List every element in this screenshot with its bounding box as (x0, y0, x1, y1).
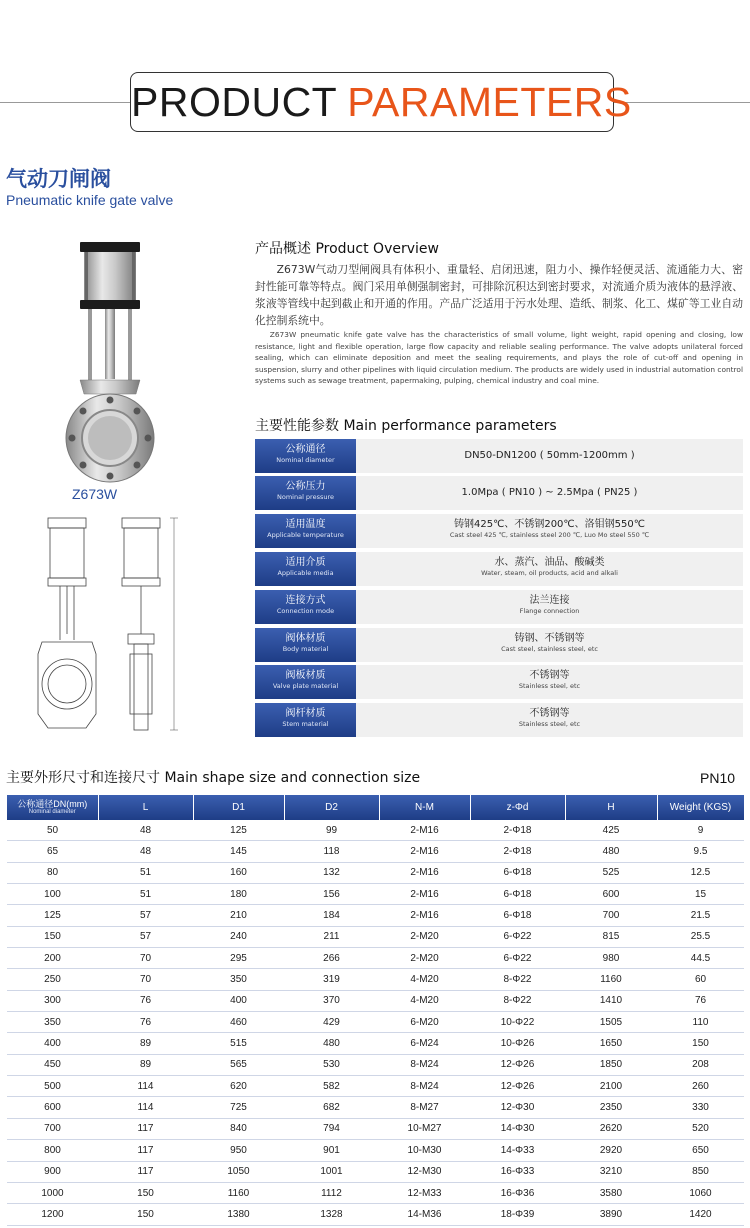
cell-l: 114 (98, 1097, 193, 1118)
cell-weight: 208 (657, 1054, 744, 1075)
cell-h: 480 (565, 841, 657, 862)
label-en: Body material (282, 645, 329, 653)
cell-d2: 319 (284, 969, 379, 990)
performance-value (356, 439, 743, 473)
label-cn: 连接方式 (285, 595, 326, 606)
cell-n-m: 2-M16 (379, 841, 470, 862)
table-row (7, 948, 744, 969)
performance-row (255, 590, 743, 624)
cell-l: 89 (98, 1033, 193, 1054)
label-en: Connection mode (276, 607, 335, 615)
column-header-z-d: z-Φd (470, 795, 565, 820)
column-header-h: H (565, 795, 657, 820)
table-row (7, 926, 744, 947)
cell-dn: 450 (7, 1054, 98, 1075)
table-row (7, 905, 744, 926)
cell-dn: 600 (7, 1097, 98, 1118)
banner-word-product: PRODUCT (131, 79, 338, 125)
cell-d1: 840 (193, 1118, 284, 1139)
cell-l: 117 (98, 1118, 193, 1139)
cell-z-d: 6-Φ18 (470, 884, 565, 905)
cell-d1: 295 (193, 948, 284, 969)
cell-dn: 900 (7, 1161, 98, 1182)
value-en: Flange connection (519, 607, 580, 615)
table-row (7, 1012, 744, 1033)
cell-weight: 1420 (657, 1204, 744, 1225)
cell-z-d: 14-Φ33 (470, 1140, 565, 1161)
cell-h: 3890 (565, 1204, 657, 1225)
overview-text-cn: Z673W气动刀型闸阀具有体积小、重量轻、启闭迅速，阻力小、操作轻便灵活、流通能力大、密封性能可靠等特点。阀门采用单侧强制密封，可排除沉积达到密封要求，对流通介质为液体的悬浮液、浆液等管线中起到截止和开通的作用。产品广泛适用于污水处理、造纸、制浆、化工、煤矿等工业自动化控制系统中。 (255, 263, 743, 327)
cell-h: 600 (565, 884, 657, 905)
cell-dn: 80 (7, 862, 98, 883)
cell-l: 76 (98, 1012, 193, 1033)
cell-d1: 160 (193, 862, 284, 883)
cell-d2: 211 (284, 926, 379, 947)
cell-weight: 60 (657, 969, 744, 990)
label-en: Nominal diameter (276, 456, 335, 464)
label-en: Stem material (282, 720, 329, 728)
cell-dn: 500 (7, 1076, 98, 1097)
cell-z-d: 2-Φ18 (470, 820, 565, 841)
label-cn: 阀板材质 (285, 670, 326, 681)
cell-d1: 565 (193, 1054, 284, 1075)
valve-photo-illustration (50, 238, 170, 484)
column-header-d2: D2 (284, 795, 379, 820)
label-en: Applicable media (277, 569, 334, 577)
dimensions-heading: 主要外形尺寸和连接尺寸 Main shape size and connection size (6, 770, 421, 786)
cell-dn: 200 (7, 948, 98, 969)
cell-d2: 480 (284, 1033, 379, 1054)
header-dn-cn: 公称通径DN(mm) (17, 799, 88, 809)
cell-z-d: 12-Φ30 (470, 1097, 565, 1118)
cell-dn: 65 (7, 841, 98, 862)
product-model-label: Z673W (72, 486, 118, 502)
cell-z-d: 6-Φ18 (470, 905, 565, 926)
banner-line-right (614, 102, 750, 103)
cell-dn: 700 (7, 1118, 98, 1139)
cell-z-d: 6-Φ18 (470, 862, 565, 883)
table-row (7, 1076, 744, 1097)
performance-heading: 主要性能参数 Main performance parameters (255, 418, 557, 434)
performance-label (255, 590, 356, 624)
table-header-row (7, 795, 744, 820)
cell-l: 57 (98, 905, 193, 926)
cell-weight: 110 (657, 1012, 744, 1033)
table-row (7, 1097, 744, 1118)
cell-h: 3210 (565, 1161, 657, 1182)
column-header-dn (7, 795, 98, 820)
cell-l: 114 (98, 1076, 193, 1097)
cell-d1: 125 (193, 820, 284, 841)
cell-d2: 184 (284, 905, 379, 926)
overview-text-en: Z673W pneumatic knife gate valve has the characteristics of small volume, light weight, rapid opening and closing, low resistance, light and flexible operation, large flow capacity and reliable sealing performance. The valve adopts unilateral forced sealing, which can eliminate deposition and meet the sealing requirements, and plays the role of cut-off and opening in suspension, slurry and other pipelines with liquid circulation medium. The products are widely used in industrial automation control systems such as sewage treatment, papermaking, pulping, chemical industry and coal mine. (255, 330, 743, 386)
cell-d1: 725 (193, 1097, 284, 1118)
performance-row (255, 665, 743, 699)
performance-value (356, 476, 743, 510)
cell-dn: 350 (7, 1012, 98, 1033)
cell-weight: 260 (657, 1076, 744, 1097)
cell-z-d: 6-Φ22 (470, 948, 565, 969)
cell-n-m: 2-M16 (379, 905, 470, 926)
cell-z-d: 12-Φ26 (470, 1054, 565, 1075)
cell-d1: 950 (193, 1140, 284, 1161)
table-row (7, 1140, 744, 1161)
cell-l: 117 (98, 1161, 193, 1182)
performance-label (255, 514, 356, 548)
table-row (7, 841, 744, 862)
cell-weight: 520 (657, 1118, 744, 1139)
cell-d2: 1001 (284, 1161, 379, 1182)
cell-h: 2920 (565, 1140, 657, 1161)
cell-n-m: 12-M33 (379, 1182, 470, 1203)
value-cn: 不锈钢等 (529, 670, 570, 681)
cell-d2: 132 (284, 862, 379, 883)
value-cn: 1.0Mpa ( PN10 ) ~ 2.5Mpa ( PN25 ) (461, 487, 638, 498)
cell-h: 700 (565, 905, 657, 926)
cell-h: 2350 (565, 1097, 657, 1118)
cell-l: 89 (98, 1054, 193, 1075)
cell-l: 150 (98, 1182, 193, 1203)
cell-h: 1410 (565, 990, 657, 1011)
value-en: Stainless steel, etc (518, 720, 581, 728)
performance-value (356, 703, 743, 737)
cell-l: 51 (98, 884, 193, 905)
performance-value (356, 590, 743, 624)
performance-label (255, 552, 356, 586)
cell-d2: 156 (284, 884, 379, 905)
cell-z-d: 14-Φ30 (470, 1118, 565, 1139)
cell-weight: 76 (657, 990, 744, 1011)
cell-dn: 100 (7, 884, 98, 905)
cell-d2: 794 (284, 1118, 379, 1139)
table-row (7, 862, 744, 883)
cell-h: 1650 (565, 1033, 657, 1054)
column-header-n-m: N-M (379, 795, 470, 820)
performance-value (356, 514, 743, 548)
cell-d2: 901 (284, 1140, 379, 1161)
cell-h: 2100 (565, 1076, 657, 1097)
value-cn: 法兰连接 (529, 595, 570, 606)
performance-label (255, 476, 356, 510)
banner-word-parameters: PARAMETERS (347, 79, 632, 125)
cell-n-m: 4-M20 (379, 990, 470, 1011)
cell-l: 150 (98, 1204, 193, 1225)
performance-label (255, 628, 356, 662)
cell-h: 2620 (565, 1118, 657, 1139)
cell-n-m: 4-M20 (379, 969, 470, 990)
product-title-cn: 气动刀闸阀 (6, 167, 111, 191)
column-header-l: L (98, 795, 193, 820)
cell-z-d: 12-Φ26 (470, 1076, 565, 1097)
cell-l: 70 (98, 969, 193, 990)
cell-z-d: 10-Φ22 (470, 1012, 565, 1033)
cell-l: 57 (98, 926, 193, 947)
cell-weight: 12.5 (657, 862, 744, 883)
label-cn: 公称通径 (285, 444, 326, 455)
value-en: Cast steel, stainless steel, etc (501, 645, 598, 653)
cell-l: 76 (98, 990, 193, 1011)
value-cn: 不锈钢等 (529, 708, 570, 719)
pressure-class-label: PN10 (700, 770, 736, 786)
cell-d2: 99 (284, 820, 379, 841)
cell-dn: 50 (7, 820, 98, 841)
label-cn: 公称压力 (285, 481, 326, 492)
cell-l: 51 (98, 862, 193, 883)
header-dn-en: Nominal diameter (28, 809, 76, 815)
performance-row (255, 514, 743, 548)
cell-d1: 180 (193, 884, 284, 905)
cell-d2: 370 (284, 990, 379, 1011)
cell-l: 117 (98, 1140, 193, 1161)
cell-n-m: 8-M24 (379, 1054, 470, 1075)
cell-n-m: 8-M24 (379, 1076, 470, 1097)
table-row (7, 1118, 744, 1139)
performance-row (255, 552, 743, 586)
cell-weight: 1060 (657, 1182, 744, 1203)
cell-d2: 1112 (284, 1182, 379, 1203)
performance-label (255, 439, 356, 473)
cell-weight: 44.5 (657, 948, 744, 969)
label-cn: 适用介质 (285, 557, 326, 568)
cell-n-m: 10-M30 (379, 1140, 470, 1161)
value-cn: 铸钢425℃、不锈钢200℃、洛钼钢550℃ (454, 519, 645, 530)
table-row (7, 1054, 744, 1075)
cell-z-d: 6-Φ22 (470, 926, 565, 947)
label-cn: 阀体材质 (285, 633, 326, 644)
table-row (7, 1161, 744, 1182)
cell-h: 1850 (565, 1054, 657, 1075)
cell-l: 48 (98, 820, 193, 841)
value-cn: 水、蒸汽、油品、酸碱类 (494, 557, 605, 568)
cell-n-m: 8-M27 (379, 1097, 470, 1118)
section-banner (130, 72, 632, 132)
label-en: Nominal pressure (276, 493, 335, 501)
cell-n-m: 2-M16 (379, 862, 470, 883)
cell-d1: 515 (193, 1033, 284, 1054)
cell-d1: 240 (193, 926, 284, 947)
table-row (7, 969, 744, 990)
cell-z-d: 16-Φ36 (470, 1182, 565, 1203)
cell-h: 815 (565, 926, 657, 947)
cell-l: 48 (98, 841, 193, 862)
performance-value (356, 628, 743, 662)
performance-row (255, 703, 743, 737)
cell-weight: 850 (657, 1161, 744, 1182)
cell-d2: 266 (284, 948, 379, 969)
column-header-weight: Weight (KGS) (657, 795, 744, 820)
dimensions-table (7, 795, 745, 1226)
table-row (7, 1033, 744, 1054)
performance-value (356, 552, 743, 586)
cell-dn: 150 (7, 926, 98, 947)
label-cn: 阀杆材质 (285, 708, 326, 719)
performance-value (356, 665, 743, 699)
cell-n-m: 2-M20 (379, 948, 470, 969)
cell-d2: 1328 (284, 1204, 379, 1225)
table-row (7, 1182, 744, 1203)
cell-h: 1505 (565, 1012, 657, 1033)
cell-z-d: 10-Φ26 (470, 1033, 565, 1054)
cell-z-d: 8-Φ22 (470, 990, 565, 1011)
cell-n-m: 2-M20 (379, 926, 470, 947)
cell-weight: 15 (657, 884, 744, 905)
label-cn: 适用温度 (285, 519, 326, 530)
cell-z-d: 8-Φ22 (470, 969, 565, 990)
cell-weight: 9 (657, 820, 744, 841)
value-en: Cast steel 425 ℃, stainless steel 200 ℃, Luo Mo steel 550 ℃ (449, 531, 650, 539)
value-cn: DN50-DN1200 ( 50mm-1200mm ) (464, 450, 635, 461)
overview-heading: 产品概述 Product Overview (255, 241, 439, 257)
cell-d1: 400 (193, 990, 284, 1011)
cell-n-m: 10-M27 (379, 1118, 470, 1139)
cell-z-d: 16-Φ33 (470, 1161, 565, 1182)
cell-n-m: 6-M24 (379, 1033, 470, 1054)
cell-d2: 118 (284, 841, 379, 862)
cell-weight: 650 (657, 1140, 744, 1161)
cell-dn: 1200 (7, 1204, 98, 1225)
cell-h: 425 (565, 820, 657, 841)
cell-weight: 9.5 (657, 841, 744, 862)
cell-weight: 150 (657, 1033, 744, 1054)
cell-dn: 400 (7, 1033, 98, 1054)
column-header-d1: D1 (193, 795, 284, 820)
cell-weight: 330 (657, 1097, 744, 1118)
product-title-en: Pneumatic knife gate valve (6, 192, 174, 208)
cell-weight: 21.5 (657, 905, 744, 926)
cell-n-m: 2-M16 (379, 820, 470, 841)
performance-row (255, 439, 743, 473)
cell-dn: 250 (7, 969, 98, 990)
dimensions-table-body (7, 820, 744, 1225)
value-en: Water, steam, oil products, acid and alkali (481, 569, 618, 577)
valve-technical-drawing (36, 514, 188, 740)
cell-d2: 429 (284, 1012, 379, 1033)
value-cn: 铸钢、不锈钢等 (514, 633, 585, 644)
cell-d1: 460 (193, 1012, 284, 1033)
performance-row (255, 476, 743, 510)
cell-z-d: 2-Φ18 (470, 841, 565, 862)
performance-table (255, 439, 743, 739)
label-en: Applicable temperature (267, 531, 344, 539)
value-en: Stainless steel, etc (518, 682, 581, 690)
cell-d1: 210 (193, 905, 284, 926)
cell-n-m: 12-M30 (379, 1161, 470, 1182)
cell-d1: 1160 (193, 1182, 284, 1203)
cell-dn: 300 (7, 990, 98, 1011)
cell-d1: 620 (193, 1076, 284, 1097)
cell-d1: 1050 (193, 1161, 284, 1182)
cell-dn: 800 (7, 1140, 98, 1161)
cell-d2: 530 (284, 1054, 379, 1075)
table-row (7, 884, 744, 905)
cell-dn: 125 (7, 905, 98, 926)
cell-l: 70 (98, 948, 193, 969)
performance-label (255, 665, 356, 699)
cell-n-m: 2-M16 (379, 884, 470, 905)
cell-d2: 682 (284, 1097, 379, 1118)
table-row (7, 820, 744, 841)
cell-d1: 350 (193, 969, 284, 990)
cell-z-d: 18-Φ39 (470, 1204, 565, 1225)
cell-n-m: 14-M36 (379, 1204, 470, 1225)
cell-dn: 1000 (7, 1182, 98, 1203)
performance-row (255, 628, 743, 662)
cell-d2: 582 (284, 1076, 379, 1097)
table-row (7, 990, 744, 1011)
cell-h: 980 (565, 948, 657, 969)
table-row (7, 1204, 744, 1225)
cell-h: 525 (565, 862, 657, 883)
cell-d1: 145 (193, 841, 284, 862)
banner-line-left (0, 102, 130, 103)
cell-weight: 25.5 (657, 926, 744, 947)
label-en: Valve plate material (272, 682, 339, 690)
cell-h: 3580 (565, 1182, 657, 1203)
cell-d1: 1380 (193, 1204, 284, 1225)
cell-h: 1160 (565, 969, 657, 990)
performance-label (255, 703, 356, 737)
cell-n-m: 6-M20 (379, 1012, 470, 1033)
